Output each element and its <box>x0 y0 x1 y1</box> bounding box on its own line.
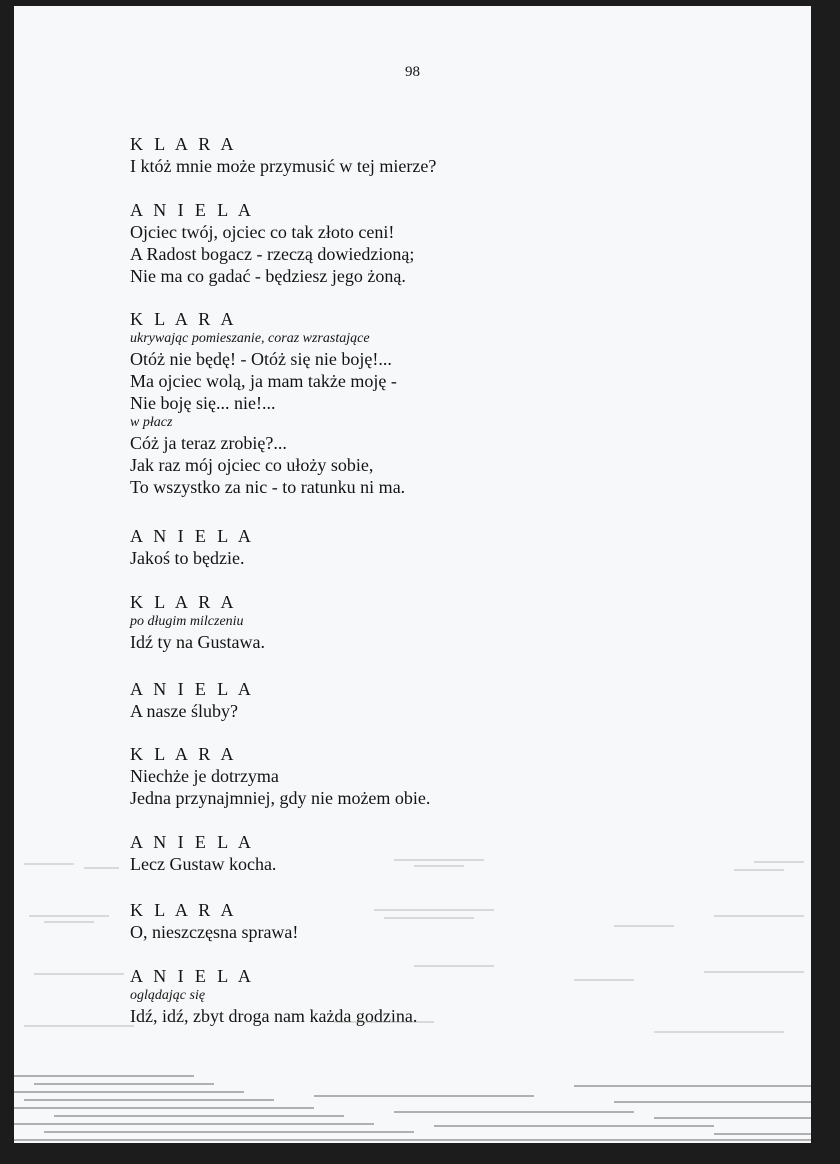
dialogue-block <box>130 743 430 809</box>
verse-line: A Radost bogacz - rzeczą dowiedzioną; <box>130 244 415 264</box>
verse-line: Jedna przynajmniej, gdy nie możem obie. <box>130 788 431 808</box>
speaker-name: K L A R A <box>130 592 237 612</box>
dialogue-block <box>130 199 414 287</box>
verse-line: Jak raz mój ojciec co ułoży sobie, <box>130 455 374 475</box>
stage-direction: ukrywając pomieszanie, coraz wzrastające <box>130 331 370 346</box>
verse-line: Otóż nie będę! - Otóż się nie boję!... <box>130 349 392 369</box>
verse-line: A nasze śluby? <box>130 701 238 721</box>
dialogue-block <box>130 591 265 653</box>
dialogue-block <box>130 308 405 498</box>
verse-line: Cóż ja teraz zrobię?... <box>130 433 287 453</box>
verse-line: Idź, idź, zbyt droga nam każda godzina. <box>130 1006 418 1026</box>
verse-line: Idź ty na Gustawa. <box>130 632 265 652</box>
dialogue-block <box>130 678 254 722</box>
speaker-name: A N I E L A <box>130 966 255 986</box>
stage-direction: w płacz <box>130 415 173 430</box>
speaker-name: A N I E L A <box>130 526 255 546</box>
verse-line: To wszystko za nic - to ratunku ni ma. <box>130 477 406 497</box>
dialogue-block <box>130 899 298 943</box>
verse-line: Ma ojciec wolą, ja mam także moję - <box>130 371 397 391</box>
page-number: 98 <box>405 64 420 80</box>
speaker-name: K L A R A <box>130 744 237 764</box>
verse-line: Ojciec twój, ojciec co tak złoto ceni! <box>130 222 395 242</box>
dialogue-block <box>130 831 276 875</box>
verse-line: O, nieszczęsna sprawa! <box>130 922 299 942</box>
dialogue-block <box>130 133 436 177</box>
speaker-name: K L A R A <box>130 900 237 920</box>
verse-line: Nie boję się... nie!... <box>130 393 276 413</box>
stage-direction: po długim milczeniu <box>130 614 244 629</box>
document-page <box>14 6 811 1143</box>
stage-direction: oglądając się <box>130 988 206 1003</box>
speaker-name: A N I E L A <box>130 200 255 220</box>
verse-line: I któż mnie może przymusić w tej mierze? <box>130 156 437 176</box>
speaker-name: K L A R A <box>130 309 237 329</box>
dialogue-block <box>130 965 417 1027</box>
verse-line: Nie ma co gadać - będziesz jego żoną. <box>130 266 406 286</box>
speaker-name: A N I E L A <box>130 679 255 699</box>
verse-line: Lecz Gustaw kocha. <box>130 854 277 874</box>
verse-line: Jakoś to będzie. <box>130 548 245 568</box>
speaker-name: A N I E L A <box>130 832 255 852</box>
verse-line: Niechże je dotrzyma <box>130 766 279 786</box>
speaker-name: K L A R A <box>130 134 237 154</box>
dialogue-block <box>130 525 254 569</box>
